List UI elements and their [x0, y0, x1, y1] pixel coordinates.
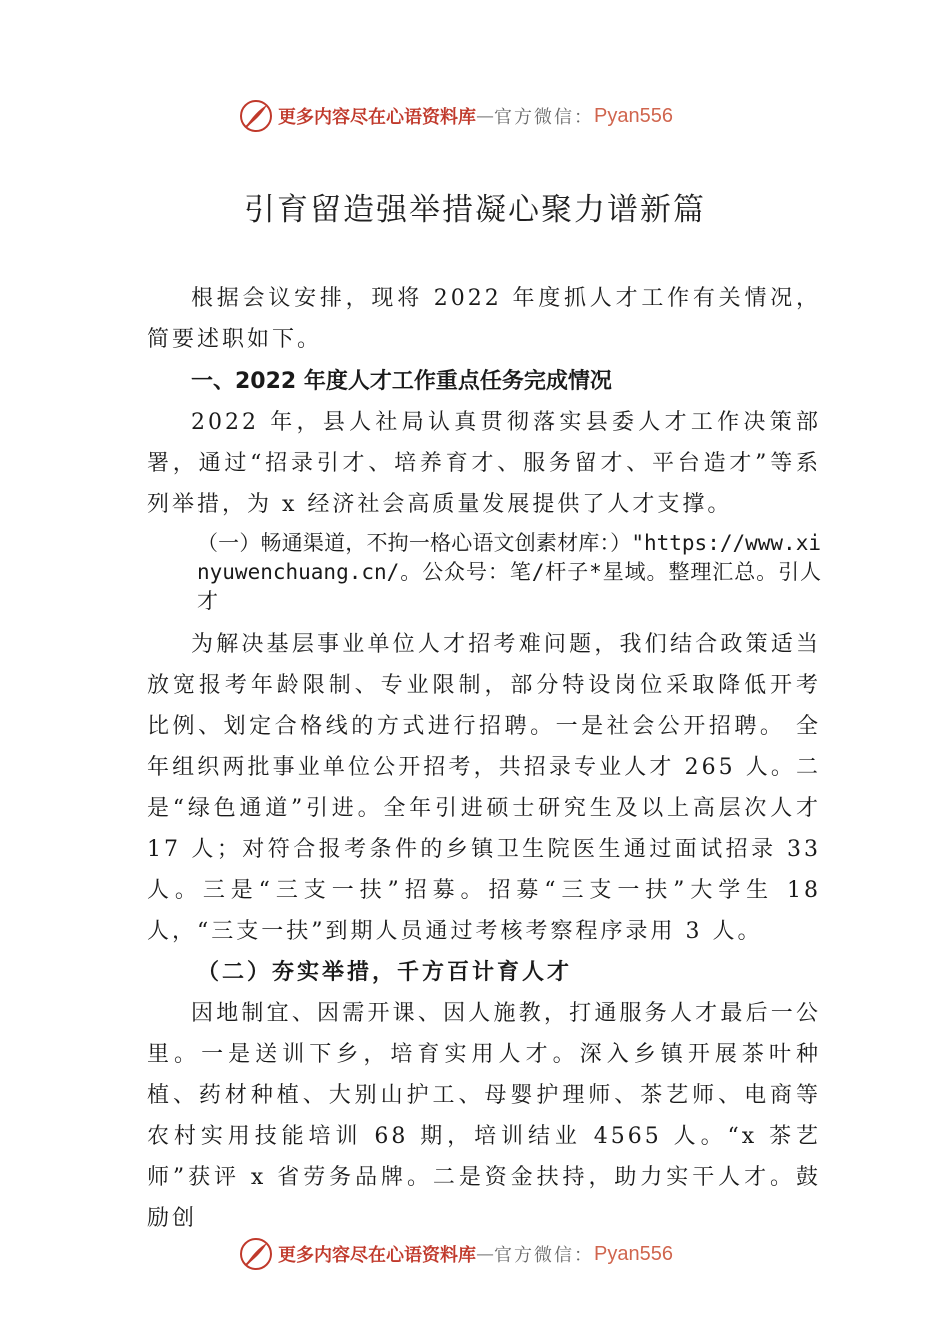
quill-logo-icon — [238, 1236, 274, 1272]
watermark-wechat-label: 官方微信： — [494, 1245, 594, 1266]
footer-watermark — [238, 1234, 673, 1274]
subsection-1-paragraph: 为解决基层事业单位人才招考难问题，我们结合政策适当放宽报考年龄限制、专业限制，部分特设岗位采取降低开考比例、划定合格线的方式进行招聘。一是社会公开招聘。 全年组织两批事业单位公开招考，共招录专业人才 265 人。二是“绿色通道”引进。全年引进硕士研究生及以上高层次人才 17 人；对符合报考条件的乡镇卫生院医生通过面试招录 33 人。三是“三支一扶”招募。招募“三支一扶”大学生 18 人，“三支一扶”到期人员通过考核考察程序录用 3 人。 — [147, 632, 821, 944]
document-title: 引育留造强举措凝心聚力谱新篇 — [244, 192, 706, 228]
header-watermark — [238, 96, 673, 136]
watermark-slogan: 更多内容尽在心语资料库 — [278, 1245, 476, 1266]
watermark-wechat-id: Pyan556 — [594, 1242, 673, 1265]
subsection-2-paragraph: 因地制宜、因需开课、因人施教，打通服务人才最后一公里。一是送训下乡，培育实用人才。深入乡镇开展茶叶种植、药材种植、大别山护工、母婴护理师、茶艺师、电商等农村实用技能培训 68 期，培训结业 4565 人。“x 茶艺师”获评 x 省劳务品牌。二是资金扶持，助力实干人才。鼓励创 — [147, 1001, 821, 1231]
watermark-slogan: 更多内容尽在心语资料库 — [278, 107, 476, 128]
watermark-wechat-label: 官方微信： — [494, 107, 594, 128]
section-1-paragraph: 2022 年，县人社局认真贯彻落实县委人才工作决策部署，通过“招录引才、培养育才、服务留才、平台造才”等系列举措，为 x 经济社会高质量发展提供了人才支撑。 — [147, 410, 821, 517]
quill-logo-icon — [238, 98, 274, 134]
document-body — [147, 278, 821, 1239]
section-1-heading: 一、2022 年度人才工作重点任务完成情况 — [191, 369, 612, 394]
watermark-separator: — — [476, 1243, 494, 1265]
watermark-separator: — — [476, 105, 494, 127]
watermark-wechat-id: Pyan556 — [594, 104, 673, 127]
subsection-1-heading: （一）畅通渠道，不拘一格心语文创素材库：）"https://www.xinyuwenchuang.cn/。公众号：笔/杆子*星域。整理汇总。引人才 — [197, 531, 821, 613]
subsection-2-heading: （二）夯实举措，千方百计育人才 — [197, 960, 573, 985]
intro-paragraph: 根据会议安排，现将 2022 年度抓人才工作有关情况，简要述职如下。 — [147, 286, 821, 352]
